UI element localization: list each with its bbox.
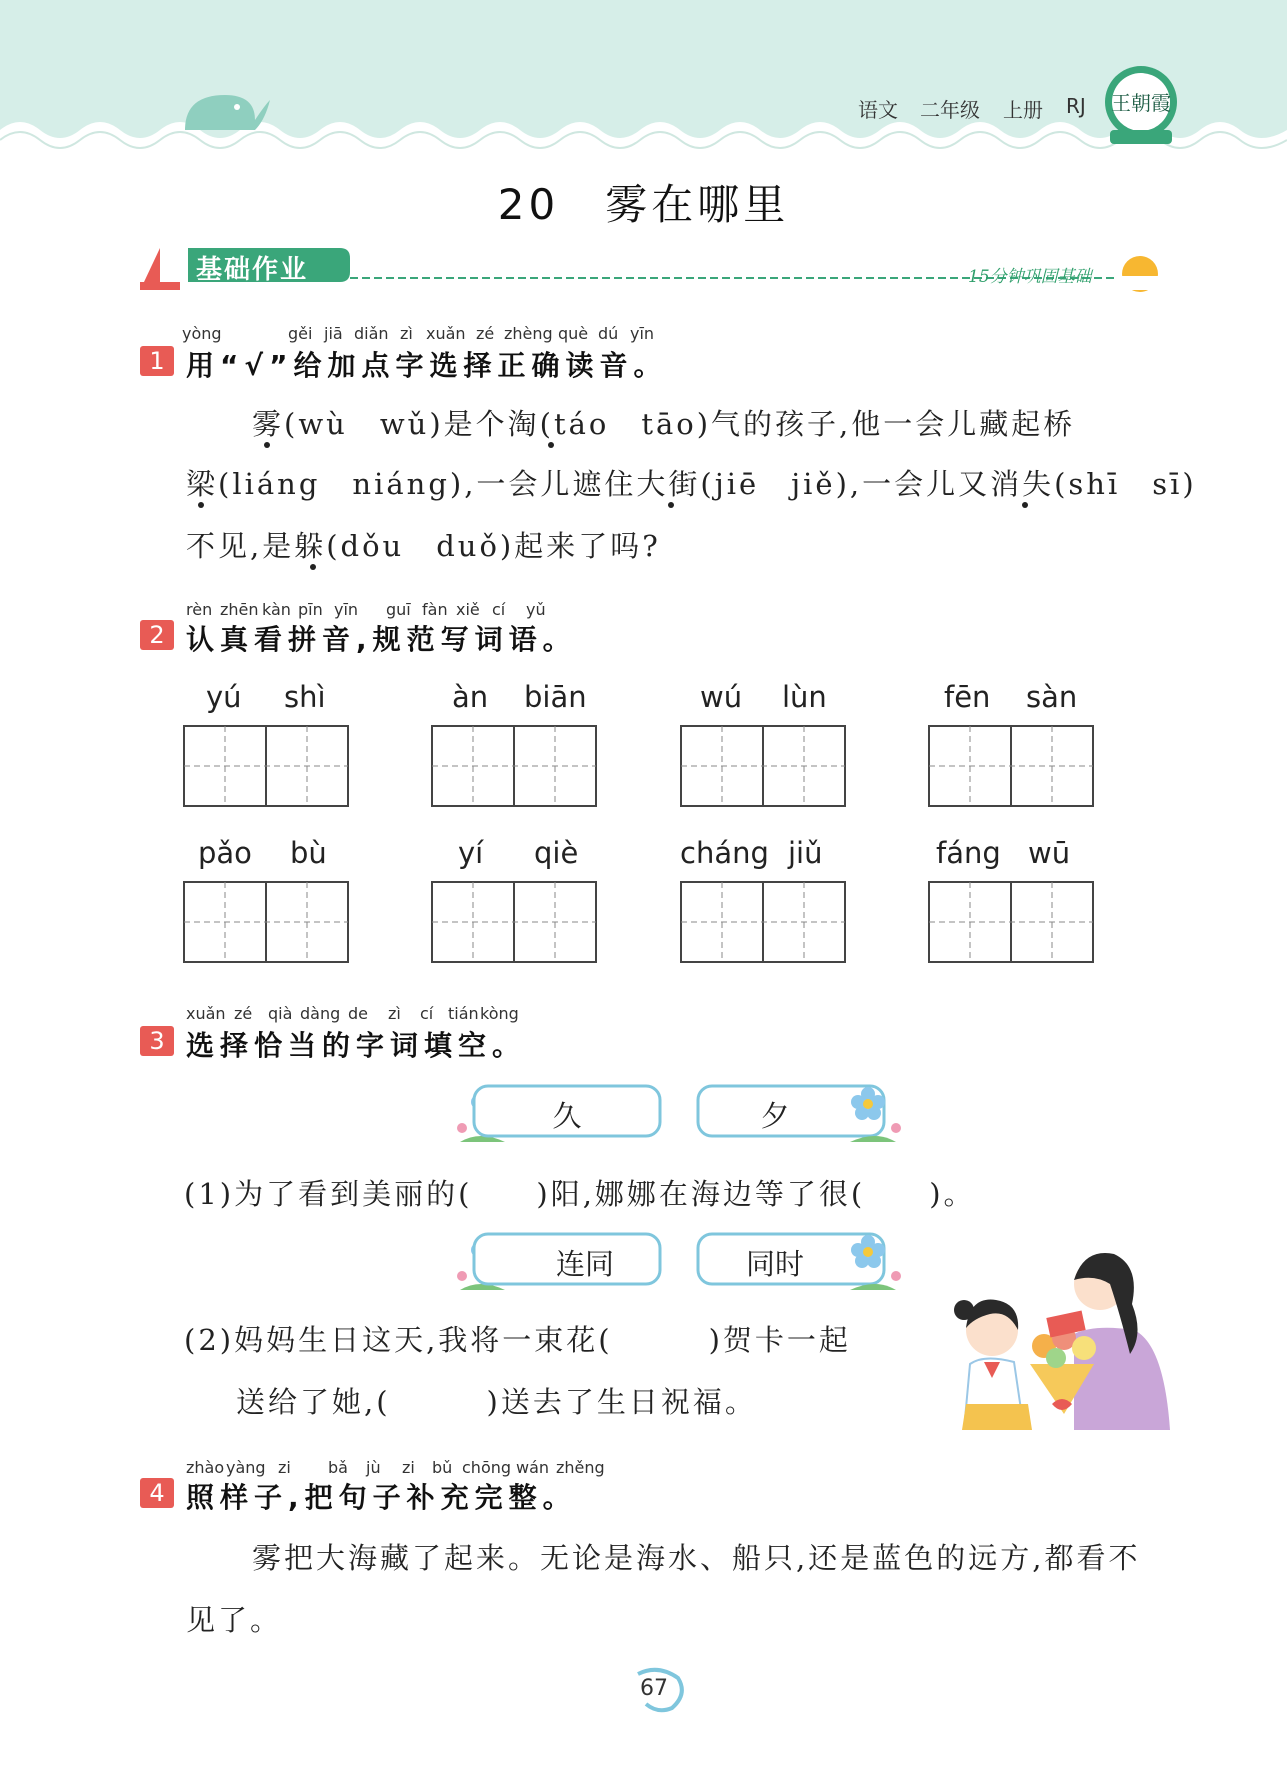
pinyin: jù — [366, 1458, 381, 1477]
pinyin: zhèng — [504, 324, 553, 343]
pinyin: rèn — [186, 600, 213, 619]
pinyin: zì — [388, 1004, 401, 1023]
writing-grid-box[interactable] — [183, 725, 349, 807]
pinyin: yǔ — [526, 600, 546, 619]
pinyin: xuǎn — [426, 324, 466, 343]
pinyin: fàn — [422, 600, 448, 619]
q1-line-1: 雾(wù wǔ)是个淘(táo tāo)气的孩子,他一会儿藏起桥 — [252, 407, 1076, 441]
question-number-badge: 4 — [140, 1478, 174, 1508]
option-label: 同时 — [745, 1247, 804, 1281]
pinyin: gěi — [288, 324, 313, 343]
writing-grid-box[interactable] — [431, 881, 597, 963]
pinyin: jiā — [324, 324, 343, 343]
word-pinyin: lùn — [782, 680, 827, 714]
pinyin: dàng — [300, 1004, 341, 1023]
q3-sentence-2a: (2)妈妈生日这天,我将一束花( )贺卡一起 — [184, 1323, 851, 1357]
pinyin: bǔ — [432, 1458, 453, 1477]
pinyin: cí — [420, 1004, 434, 1023]
page-number: 67 — [640, 1676, 668, 1701]
pinyin: kàn — [262, 600, 291, 619]
pinyin: chōng — [462, 1458, 512, 1477]
pinyin: pīn — [298, 600, 323, 619]
word-pinyin: bù — [290, 836, 327, 870]
pinyin: què — [558, 324, 589, 343]
q3-title: 选择恰当的字词填空。 — [186, 1029, 527, 1062]
pinyin: zi — [278, 1458, 291, 1477]
pinyin: zhēn — [220, 600, 259, 619]
header-subject: 语文 — [858, 98, 898, 122]
svg-text:王朝霞: 王朝霞 — [1111, 91, 1171, 115]
emphasis-dot — [198, 502, 204, 508]
section-note: 15分钟巩固基础 — [968, 267, 1092, 287]
writing-grid-box[interactable] — [928, 881, 1094, 963]
header-volume: 上册 — [1003, 98, 1043, 122]
q4-title: 照样子,把句子补充完整。 — [186, 1481, 577, 1514]
q1-title: 用“√”给加点字选择正确读音。 — [186, 349, 668, 382]
mother-daughter-illustration — [944, 1244, 1180, 1430]
question-number-badge: 3 — [140, 1026, 174, 1056]
pinyin: xuǎn — [186, 1004, 226, 1023]
pinyin: yòng — [182, 324, 222, 343]
q3-sentence-2b: 送给了她,( )送去了生日祝福。 — [236, 1385, 757, 1419]
word-pinyin: fēn — [944, 680, 991, 714]
emphasis-dot — [668, 502, 674, 508]
word-pinyin: jiǔ — [788, 836, 823, 870]
question-number-badge: 2 — [140, 620, 174, 650]
word-pinyin: qiè — [534, 836, 579, 870]
pinyin: qià — [268, 1004, 293, 1023]
pinyin: tián — [448, 1004, 479, 1023]
pinyin: zì — [400, 324, 413, 343]
pinyin: guī — [386, 600, 411, 619]
pinyin: zhěng — [556, 1458, 605, 1477]
pinyin: zhào — [186, 1458, 225, 1477]
header-grade: 二年级 — [920, 98, 980, 122]
whale-icon — [175, 75, 275, 135]
pinyin: zi — [402, 1458, 415, 1477]
pinyin: zé — [476, 324, 495, 343]
word-pinyin: fáng — [936, 836, 1001, 870]
flower-icon — [846, 1080, 906, 1146]
emphasis-dot — [548, 442, 554, 448]
pinyin: bǎ — [328, 1458, 348, 1477]
writing-grid-box[interactable] — [928, 725, 1094, 807]
pinyin: wán — [516, 1458, 550, 1477]
header-edition: RJ — [1066, 94, 1086, 118]
q3-sentence-1: (1)为了看到美丽的( )阳,娜娜在海边等了很( )。 — [184, 1177, 976, 1211]
pinyin: xiě — [456, 600, 480, 619]
q4-line-1: 雾把大海藏了起来。无论是海水、船只,还是蓝色的远方,都看不 — [252, 1541, 1141, 1575]
word-pinyin: wú — [700, 680, 743, 714]
q1-line-3: 不见,是躲(dǒu duǒ)起来了吗? — [186, 529, 661, 563]
flower-icon — [846, 1228, 906, 1294]
word-pinyin: àn — [452, 680, 489, 714]
writing-grid-box[interactable] — [680, 725, 846, 807]
word-pinyin: sàn — [1026, 680, 1078, 714]
option-label: 夕 — [760, 1099, 790, 1133]
pinyin: kòng — [480, 1004, 519, 1023]
emphasis-dot — [264, 442, 270, 448]
emphasis-dot — [310, 564, 316, 570]
writing-grid-box[interactable] — [431, 725, 597, 807]
pinyin: cí — [492, 600, 506, 619]
q2-title: 认真看拼音,规范写词语。 — [186, 623, 577, 656]
q4-line-2: 见了。 — [186, 1603, 283, 1637]
pinyin: yàng — [226, 1458, 266, 1477]
pinyin: diǎn — [354, 324, 389, 343]
option-label: 连同 — [555, 1247, 614, 1281]
page-title: 20 雾在哪里 — [497, 180, 790, 229]
section-name: 基础作业 — [196, 255, 309, 285]
word-pinyin: pǎo — [198, 836, 252, 870]
pinyin: de — [348, 1004, 368, 1023]
brand-seal-icon — [1102, 58, 1180, 148]
question-number-badge: 1 — [140, 346, 174, 376]
word-pinyin: yí — [458, 836, 484, 870]
writing-grid-box[interactable] — [680, 881, 846, 963]
word-pinyin: cháng — [680, 836, 769, 870]
word-pinyin: yú — [206, 680, 242, 714]
pinyin: yīn — [334, 600, 359, 619]
pinyin: zé — [234, 1004, 253, 1023]
option-label: 久 — [552, 1099, 582, 1133]
pinyin: yīn — [630, 324, 655, 343]
emphasis-dot — [1022, 502, 1028, 508]
word-pinyin: biān — [524, 680, 587, 714]
pinyin: dú — [598, 324, 619, 343]
word-pinyin: wū — [1028, 836, 1071, 870]
q1-line-2: 梁(liáng niáng),一会儿遮住大街(jiē jiě),一会儿又消失(shī sī) — [186, 467, 1197, 501]
word-pinyin: shì — [284, 680, 326, 714]
writing-grid-box[interactable] — [183, 881, 349, 963]
brand-badge-logo — [1102, 58, 1180, 148]
